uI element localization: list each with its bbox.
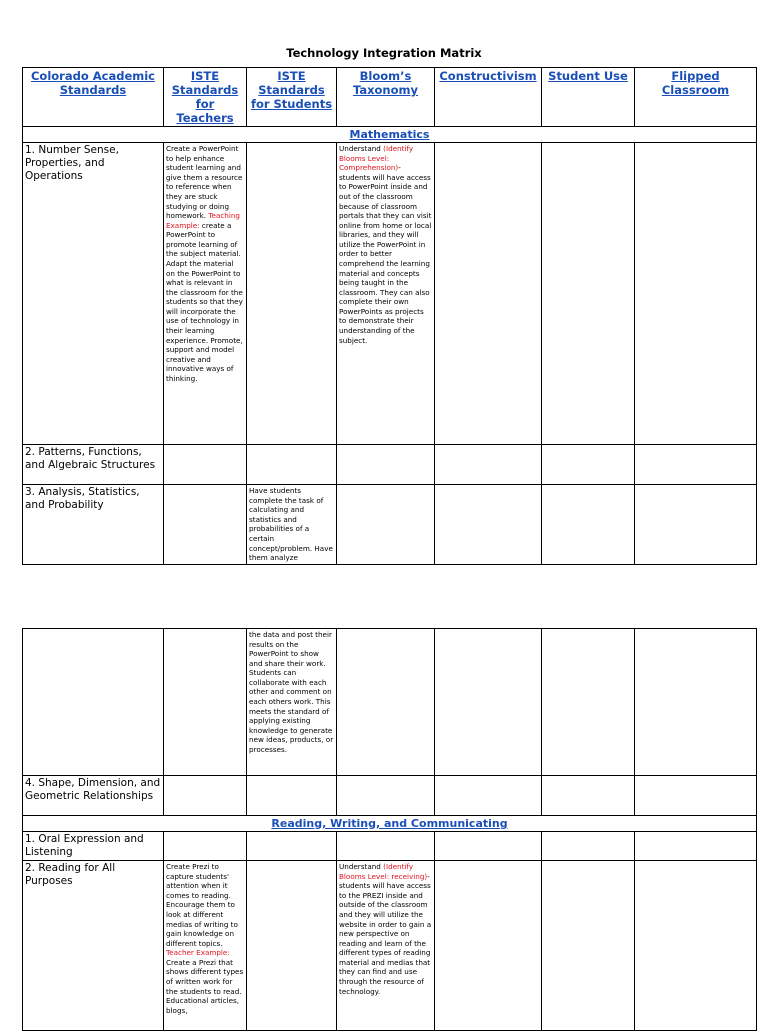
empty-cell [435,445,542,485]
empty-cell [164,776,247,816]
empty-cell [635,861,757,1031]
header-iste-teachers: ISTE Standards for Teachers [164,68,247,127]
header-student-use: Student Use [542,68,635,127]
document-title: Technology Integration Matrix [286,46,482,60]
teacher-example-text: Create a Prezi that shows different types of written work for the students to read. Educational articles, blogs, [166,957,244,1015]
section-row-reading [23,816,757,832]
header-flipped-classroom: Flipped Classroom [635,68,757,127]
integration-matrix-page-2 [22,628,757,1031]
table-row [23,445,757,485]
table-row [23,143,757,445]
table-row [23,485,757,565]
blooms-cell [337,143,435,445]
blooms-identify-label: (Identify Blooms Level: receiving) [339,862,428,881]
constructivism-cell [435,143,542,445]
empty-cell [542,861,635,1031]
empty-cell [635,629,757,776]
blooms-identify-label: (Identify Blooms Level: Comprehension) [339,144,414,173]
cell-text [339,862,432,996]
table-row [23,861,757,1031]
iste-students-cell [247,485,337,565]
section-row-mathematics [23,127,757,143]
empty-cell [542,485,635,565]
header-blooms-taxonomy: Bloom’s Taxonomy [337,68,435,127]
empty-cell [435,629,542,776]
empty-cell [337,832,435,861]
empty-cell [23,629,164,776]
empty-cell [635,485,757,565]
empty-cell [247,861,337,1031]
section-title-mathematics: Mathematics [23,127,757,143]
empty-cell [337,445,435,485]
header-constructivism: Constructivism [435,68,542,127]
students-text-continued: the data and post their results on the PowerPoint to show and share their work. Students can collaborate with each other and comment on each others work. This meets the standard of applying existing knowledge to generate new ideas, products, or processes. [249,630,334,754]
empty-cell [635,776,757,816]
iste-students-cell [247,143,337,445]
blooms-cell [337,861,435,1031]
teacher-example-label: Teacher Example: [166,948,230,958]
cell-text [339,144,432,345]
iste-teachers-cell [164,861,247,1031]
empty-cell [337,776,435,816]
teacher-example-text: create a PowerPoint to promote learning of the subject material. Adapt the material on the PowerPoint to what is relevant in the classroom for the students so that they will incorporate the use of technology in their learning experience. Promote, support and model creative and innovative ways of thinking. [166,220,243,383]
standard-analysis-statistics: 3. Analysis, Statistics, and Probability [23,485,164,565]
empty-cell [542,629,635,776]
header-colorado-standards: Colorado Academic Standards [23,68,164,127]
empty-cell [542,832,635,861]
standard-shape-dimension: 4. Shape, Dimension, and Geometric Relationships [23,776,164,816]
iste-teachers-cell [164,143,247,445]
cell-text [166,862,244,1015]
blooms-level: Understand [339,144,381,154]
flipped-classroom-cell [635,143,757,445]
standard-reading-all-purposes: 2. Reading for All Purposes [23,861,164,1031]
empty-cell [435,485,542,565]
blooms-text: - students will have access to the PREZI inside and outside of the classroom and they will utilize the website in order to gain a new perspective on reading and learn of the different types of reading material and medias that they can find and use through the resource of technology. [339,871,432,996]
empty-cell [337,629,435,776]
empty-cell [164,629,247,776]
table-row [23,629,757,776]
section-title-reading-writing: Reading, Writing, and Communicating [23,816,757,832]
empty-cell [635,832,757,861]
standard-number-sense: 1. Number Sense, Properties, and Operations [23,143,164,445]
blooms-level: Understand [339,862,381,872]
teacher-text: Create Prezi to capture students' attention when it comes to reading. Encourage them to look at different medias of writing to gain knowledge on different topics. [166,862,238,948]
empty-cell [542,776,635,816]
header-row [23,68,757,127]
empty-cell [247,832,337,861]
blooms-text: - students will have access to PowerPoint inside and out of the classroom because of classroom portals that they can visit online from home or local libraries, and they will utilize the PowerPoint in order to better comprehend the learning material and concepts being taught in the classroom. They can also complete their own PowerPoints as projects to demonstrate their understanding of the subject. [339,163,432,345]
teacher-example-label: Teaching Example: [166,211,240,230]
empty-cell [435,776,542,816]
table-row [23,776,757,816]
empty-cell [542,445,635,485]
iste-students-cell [247,629,337,776]
standard-oral-expression: 1. Oral Expression and Listening [23,832,164,861]
integration-matrix-page-1 [22,67,757,565]
empty-cell [164,485,247,565]
empty-cell [635,445,757,485]
empty-cell [435,832,542,861]
teacher-text: Create a PowerPoint to help enhance student learning and give them a resource to reference when they are stuck studying or doing homework. [166,144,243,221]
empty-cell [247,445,337,485]
students-text: Have students complete the task of calculating and statistics and probabilities of a certain concept/problem. Have them analyze [249,486,333,563]
header-iste-students: ISTE Standards for Students [247,68,337,127]
empty-cell [247,776,337,816]
cell-text [166,144,244,383]
empty-cell [337,485,435,565]
empty-cell [164,445,247,485]
standard-patterns-functions: 2. Patterns, Functions, and Algebraic Structures [23,445,164,485]
student-use-cell [542,143,635,445]
empty-cell [164,832,247,861]
empty-cell [435,861,542,1031]
table-row [23,832,757,861]
